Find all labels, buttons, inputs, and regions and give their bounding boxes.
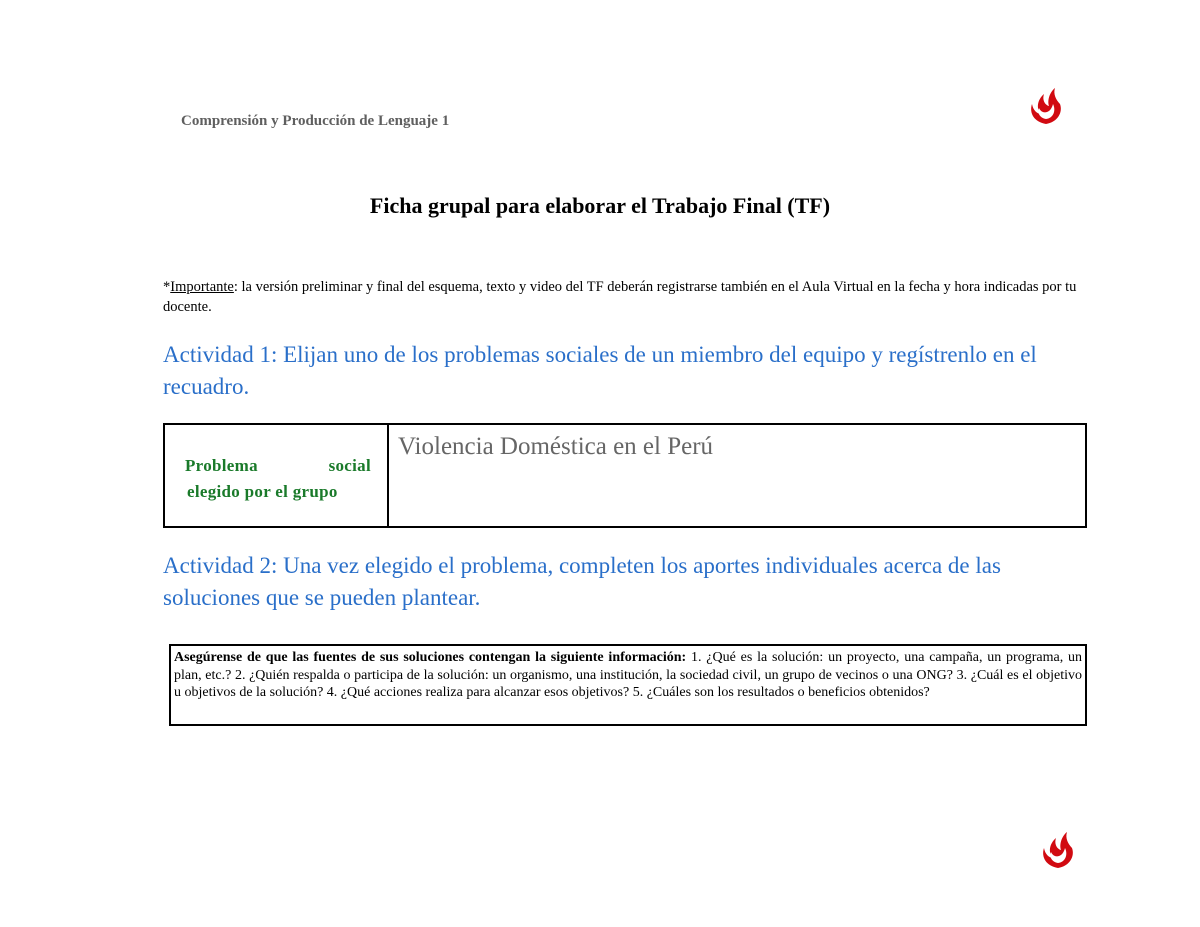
activity-2-heading: Actividad 2: Una vez elegido el problema, completen los aportes individuales acerca de las soluciones que se pueden plantear.	[163, 553, 1001, 610]
note-text: : la versión preliminar y final del esquema, texto y video del TF deberán registrarse también en el Aula Virtual en la fecha y hora indicadas por tu docente.	[163, 279, 1077, 315]
problem-label-cell	[165, 425, 389, 526]
upc-flame-logo-icon	[1028, 86, 1064, 126]
problem-label-line2: elegido por el grupo	[187, 482, 338, 501]
note-label: Importante	[170, 279, 234, 295]
page-title: Ficha grupal para elaborar el Trabajo Final (TF)	[369, 193, 831, 218]
info-box-text: 1. ¿Qué es la solución: un proyecto, una campaña, un programa, un plan, etc.? 2. ¿Quién respalda o participa de la solución: un organismo, una institución, la sociedad civil, un grupo de vecinos o una ONG? 3. ¿Cuál es el objetivo u objetivos de la solución? 4. ¿Qué acciones realiza para alcanzar esos objetivos? 5. ¿Cuáles son los resultados o beneficios obtenidos?	[174, 650, 1082, 700]
note-asterisk: *	[163, 279, 171, 295]
course-name: Comprensión y Producción de Lenguaje 1	[181, 113, 450, 129]
problem-value-cell[interactable]	[389, 425, 1085, 526]
problem-table	[163, 423, 1087, 528]
info-box-bold: Asegúrense de que las fuentes de sus soluciones contengan la siguiente información:	[174, 650, 687, 665]
problem-label-line1: Problema social	[185, 456, 371, 475]
important-note	[163, 277, 1083, 317]
problem-value: Violencia Doméstica en el Perú	[398, 433, 714, 460]
problem-label	[185, 453, 371, 505]
activity-1-heading: Actividad 1: Elijan uno de los problemas sociales de un miembro del equipo y regístrenlo en el recuadro.	[163, 342, 1037, 399]
upc-flame-logo-icon	[1040, 830, 1076, 870]
sources-info-box	[169, 644, 1087, 726]
